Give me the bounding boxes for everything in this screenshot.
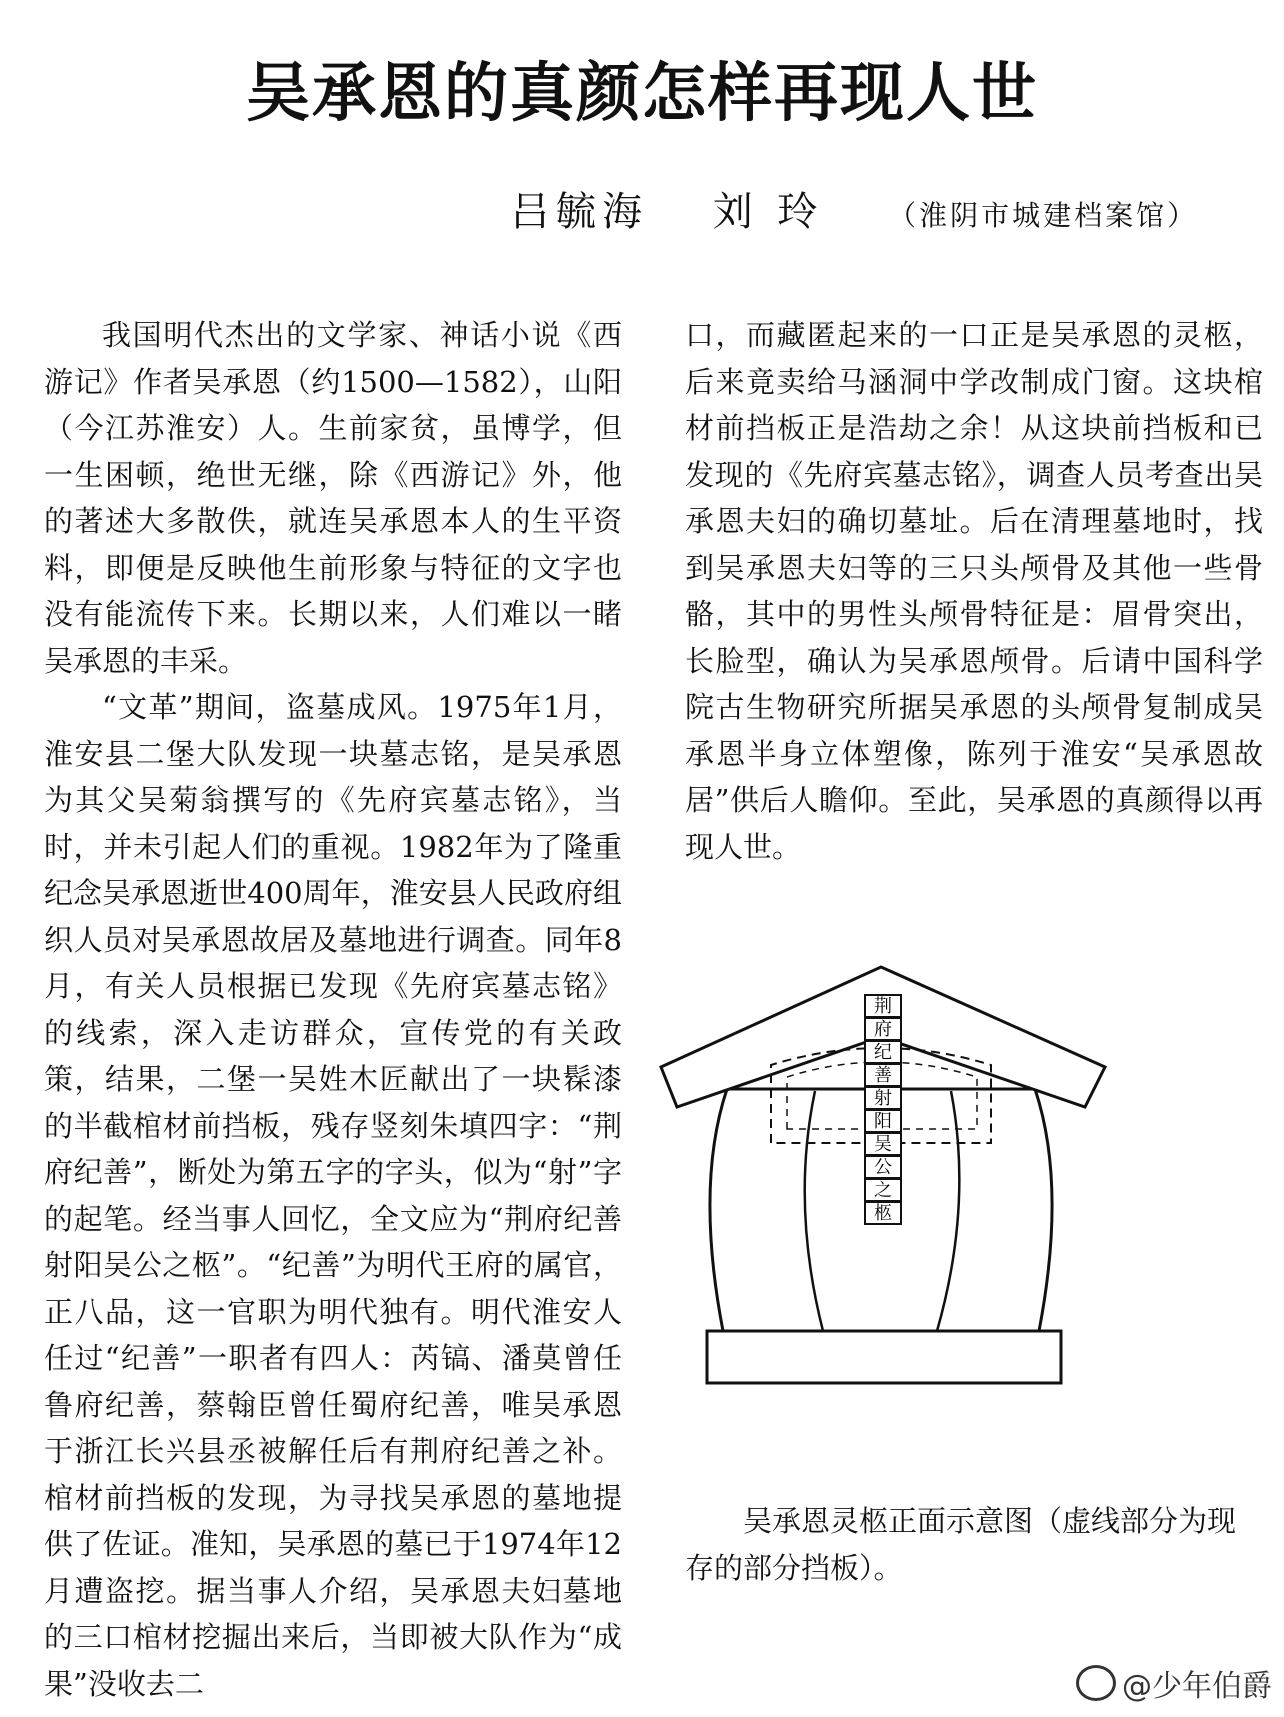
coffin-base	[707, 1331, 1061, 1383]
diagram-caption: 吴承恩灵柩正面示意图（虚线部分为现存的部分挡板）。	[685, 1504, 1237, 1585]
watermark-text: @少年伯爵	[1122, 1669, 1272, 1704]
author-2: 刘 玲	[712, 189, 824, 235]
inscription-char: 之	[874, 1180, 892, 1201]
inscription-char: 柩	[874, 1203, 892, 1224]
author-1: 吕毓海	[510, 189, 648, 235]
watermark	[1076, 1661, 1272, 1705]
author-affiliation: （淮阴市城建档案馆）	[888, 199, 1199, 232]
inscription-char: 善	[874, 1065, 892, 1086]
weibo-icon	[1076, 1665, 1116, 1701]
inscription-char: 阳	[874, 1111, 892, 1132]
inscription-char: 纪	[874, 1042, 892, 1063]
left-column	[44, 312, 622, 1707]
inscription-char: 府	[874, 1019, 892, 1040]
coffin-diagram	[705, 996, 1175, 1415]
inscription-char: 吴	[874, 1134, 892, 1155]
byline	[510, 180, 1198, 237]
paragraph: 我国明代杰出的文学家、神话小说《西游记》作者吴承恩（约1500—1582），山阳（今江苏淮安）人。生前家贫，虽博学，但一生困顿，绝世无继，除《西游记》外，他的著述大多散佚，就连吴承恩本人的生平资料，即便是反映他生前形象与特征的文字也没有能流传下来。长期以来，人们难以一睹吴承恩的丰采。	[44, 318, 622, 678]
inscription-column	[865, 995, 901, 1224]
right-column	[685, 312, 1263, 870]
paragraph: “文革”期间，盗墓成风。1975年1月，淮安县二堡大队发现一块墓志铭，是吴承恩为其父吴菊翁撰写的《先府宾墓志铭》，当时，并未引起人们的重视。1982年为了隆重纪念吴承恩逝世400周年，淮安县人民政府组织人员对吴承恩故居及墓地进行调查。同年8月，有关人员根据已发现《先府宾墓志铭》的线索，深入走访群众，宣传党的有关政策，结果，二堡一吴姓木匠献出了一块髹漆的半截棺材前挡板，残存竖刻朱填四字：“荆府纪善”，断处为第五字的字头，似为“射”字的起笔。经当事人回忆，全文应为“荆府纪善射阳吴公之柩”。“纪善”为明代王府的属官，正八品，这一官职为明代独有。明代淮安人任过“纪善”一职者有四人：芮镐、潘莫曾任鲁府纪善，蔡翰臣曾任蜀府纪善，唯吴承恩于浙江长兴县丞被解任后有荆府纪善之补。棺材前挡板的发现，为寻找吴承恩的墓地提供了佐证。准知，吴承恩的墓已于1974年12月遭盗挖。据当事人介绍，吴承恩夫妇墓地的三口棺材挖掘出来后，当即被大队作为“成果”没收去二	[44, 690, 622, 1701]
paragraph: 口，而藏匿起来的一口正是吴承恩的灵柩，后来竟卖给马涵洞中学改制成门窗。这块棺材前挡板正是浩劫之余！从这块前挡板和已发现的《先府宾墓志铭》，调查人员考查出吴承恩夫妇的确切墓址。后在清理墓地时，找到吴承恩夫妇等的三只头颅骨及其他一些骨骼，其中的男性头颅骨特征是：眉骨突出，长脸型，确认为吴承恩颅骨。后请中国科学院古生物研究所据吴承恩的头颅骨复制成吴承恩半身立体塑像，陈列于淮安“吴承恩故居”供后人瞻仰。至此，吴承恩的真颜得以再现人世。	[685, 318, 1263, 864]
article-title: 吴承恩的真颜怎样再现人世	[246, 57, 1038, 131]
inscription-char: 射	[874, 1088, 892, 1109]
inscription-char: 公	[874, 1157, 892, 1178]
inscription-char: 荆	[874, 996, 892, 1017]
